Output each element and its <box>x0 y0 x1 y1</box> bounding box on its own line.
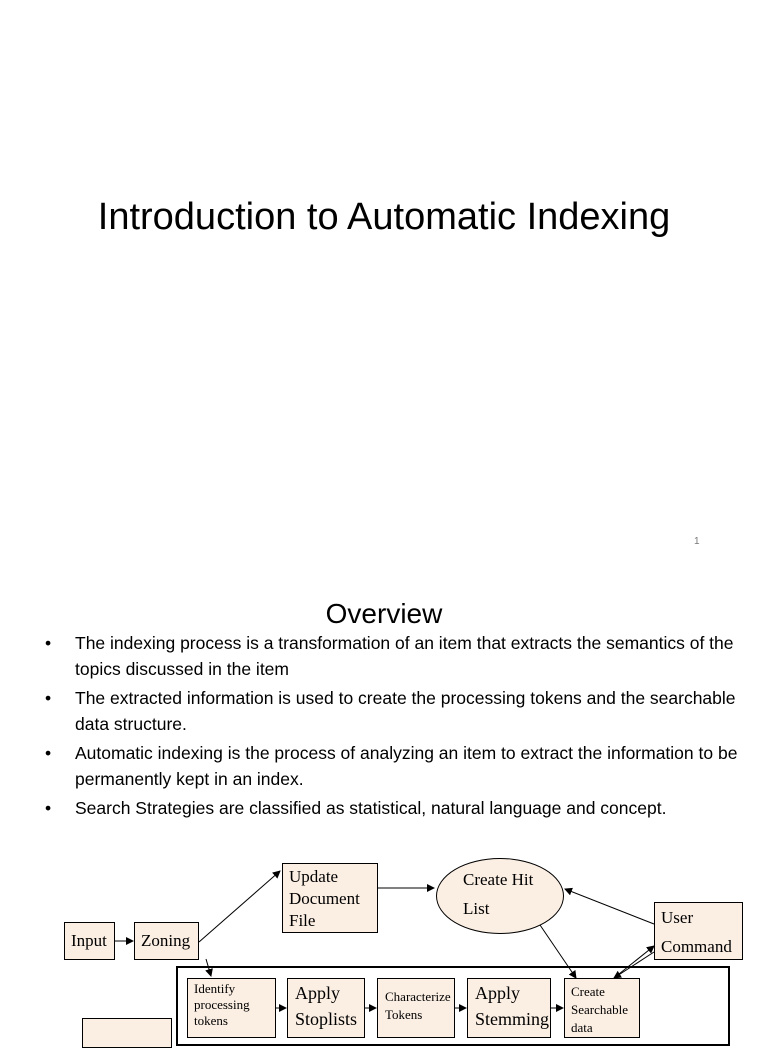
identify-processing-tokens-box: Identify processing tokens <box>187 978 276 1038</box>
apply-stemming-box: Apply Stemming <box>467 978 551 1038</box>
input-box: Input <box>64 922 115 960</box>
bullet-icon: • <box>45 798 52 818</box>
arrow-zoning-to-identify <box>206 959 211 976</box>
arrow-searchable-to-usercommand <box>614 946 654 978</box>
bullet-item: • Search Strategies are classified as statistical, natural language and concept. <box>40 795 750 821</box>
bullet-item: • The extracted information is used to create the processing tokens and the searchable data structure. <box>40 685 750 737</box>
create-searchable-data-box: Create Searchable data <box>564 978 640 1038</box>
create-hit-list-oval: Create Hit List <box>436 858 564 934</box>
user-command-box: User Command <box>654 902 743 960</box>
bullet-item: • The indexing process is a transformation of an item that extracts the semantics of the topics discussed in the item <box>40 630 750 682</box>
bullet-item: • Automatic indexing is the process of analyzing an item to extract the information to be permanently kept in an index. <box>40 740 750 792</box>
diagram-arrows <box>0 576 768 1024</box>
bullet-icon: • <box>45 633 52 653</box>
slide-title: Introduction to Automatic Indexing <box>97 196 671 238</box>
zoning-box: Zoning <box>134 922 199 960</box>
arrow-usercommand-to-hitlist <box>565 889 654 924</box>
characterize-tokens-box: Characterize Tokens <box>377 978 455 1038</box>
apply-stoplists-box: Apply Stoplists <box>287 978 365 1038</box>
update-document-file-box: Update Document File <box>282 863 378 933</box>
arrow-hitlist-to-searchable <box>540 925 576 978</box>
arrow-zoning-to-update <box>199 871 280 942</box>
bullet-icon: • <box>45 688 52 708</box>
arrow-usercommand-to-searchable <box>614 952 654 978</box>
page-number: 1 <box>694 536 700 547</box>
bullet-icon: • <box>45 743 52 763</box>
slide-title: Overview <box>325 598 443 629</box>
slide-2 <box>0 576 768 1035</box>
